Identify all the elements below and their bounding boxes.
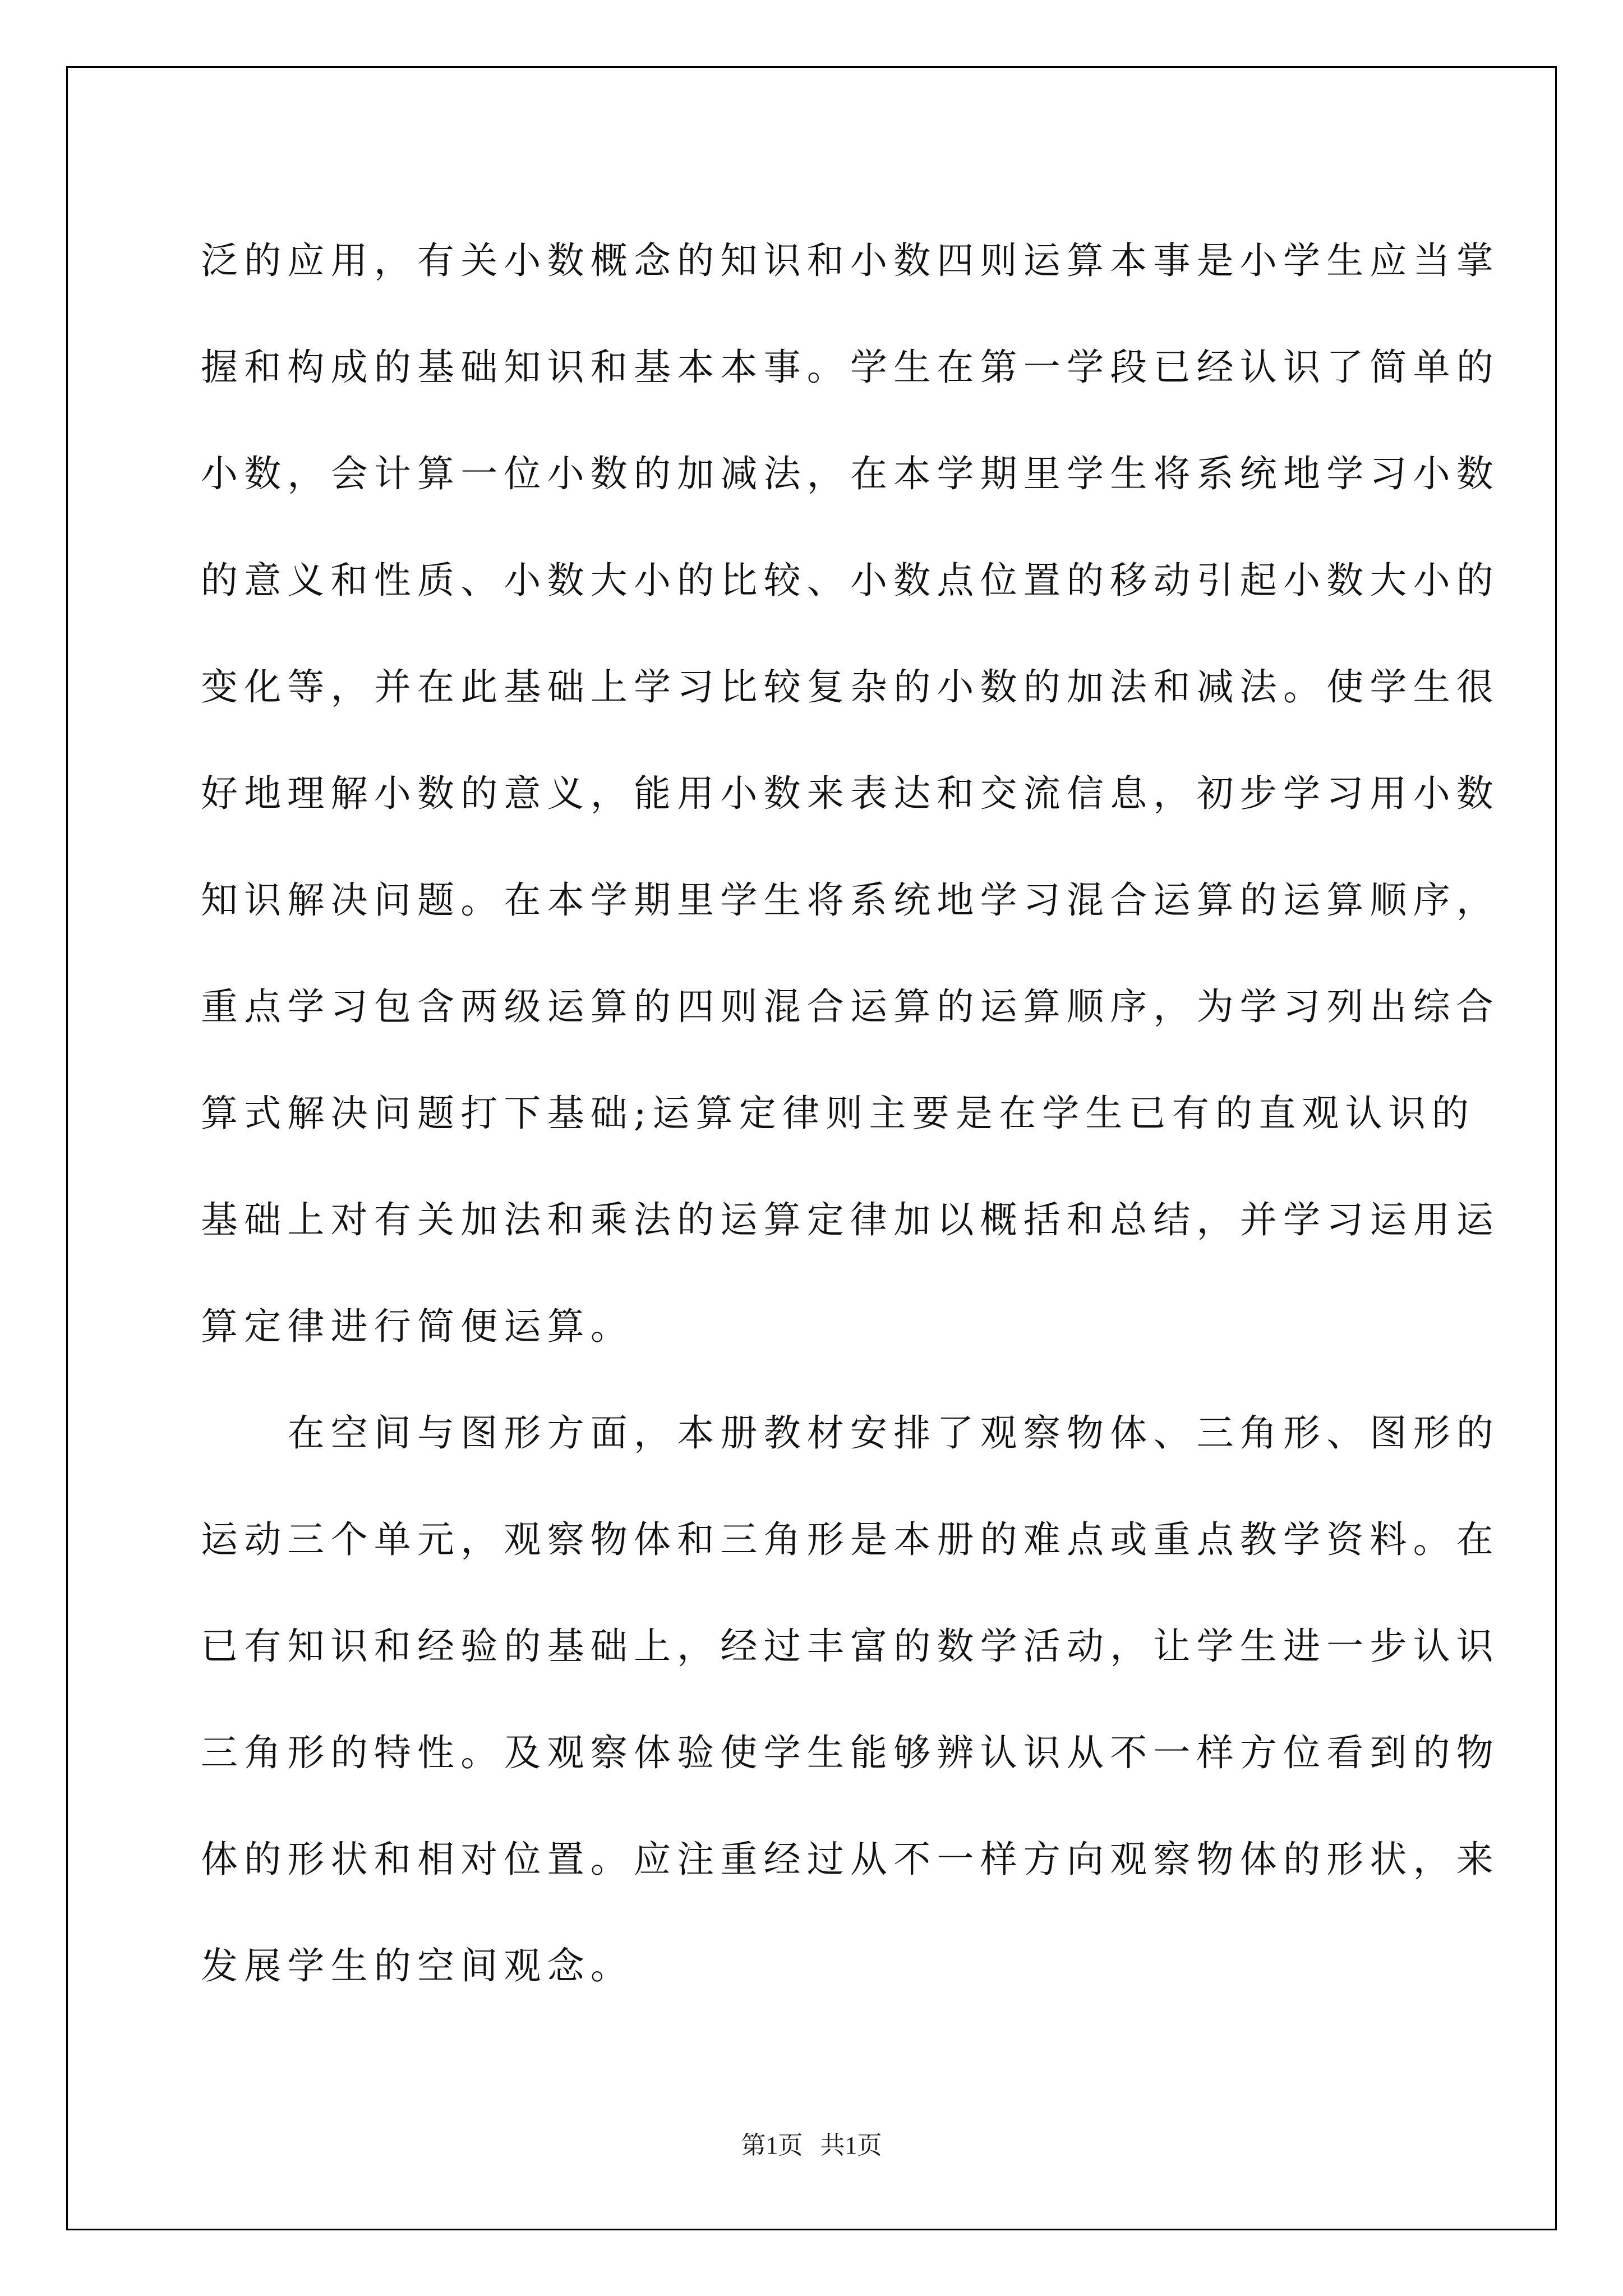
text-line: 发展学生的空间观念。 [201, 1944, 634, 1987]
text-line: 运动三个单元，观察物体和三角形是本册的难点或重点教学资料。在 [201, 1518, 1500, 1561]
text-line: 变化等，并在此基础上学习比较复杂的小数的加法和减法。使学生很 [201, 665, 1500, 708]
text-line: 好地理解小数的意义，能用小数来表达和交流信息，初步学习用小数 [201, 772, 1500, 815]
text-line: 重点学习包含两级运算的四则混合运算的运算顺序，为学习列出综合 [201, 985, 1500, 1028]
text-line: 已有知识和经验的基础上，经过丰富的数学活动，让学生进一步认识 [201, 1625, 1500, 1668]
text-line: 算式解决问题打下基础;运算定律则主要是在学生已有的直观认识的 [201, 1092, 1476, 1135]
text-line: 算定律进行简便运算。 [201, 1305, 634, 1348]
text-line: 三角形的特性。及观察体验使学生能够辨认识从不一样方位看到的物 [201, 1731, 1500, 1774]
text-line: 基础上对有关加法和乘法的运算定律加以概括和总结，并学习运用运 [201, 1198, 1500, 1241]
text-line: 小数，会计算一位小数的加减法，在本学期里学生将系统地学习小数 [201, 452, 1500, 495]
text-line: 在空间与图形方面，本册教材安排了观察物体、三角形、图形的 [201, 1411, 1500, 1455]
text-line: 的意义和性质、小数大小的比较、小数点位置的移动引起小数大小的 [201, 559, 1500, 602]
document-body [201, 208, 1500, 2019]
text-line: 体的形状和相对位置。应注重经过从不一样方向观察物体的形状，来 [201, 1838, 1500, 1881]
text-line: 泛的应用，有关小数概念的知识和小数四则运算本事是小学生应当掌 [201, 239, 1500, 282]
page-number-footer: 第1页 共1页 [741, 2132, 882, 2159]
text-line: 知识解决问题。在本学期里学生将系统地学习混合运算的运算顺序， [201, 878, 1500, 922]
text-line: 握和构成的基础知识和基本本事。学生在第一学段已经认识了简单的 [201, 346, 1500, 389]
